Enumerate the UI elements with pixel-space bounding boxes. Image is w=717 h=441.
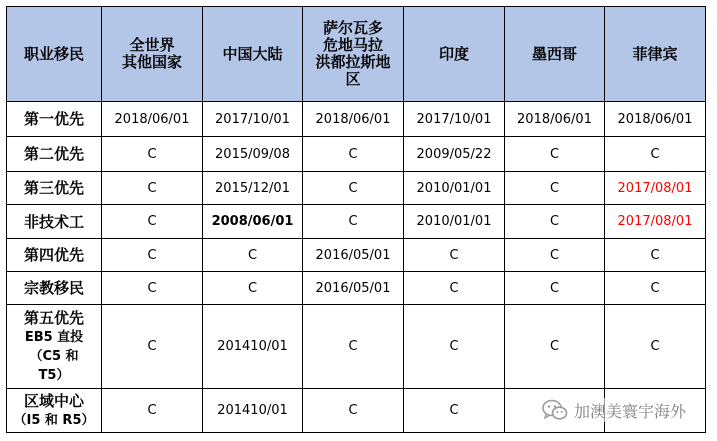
table-cell-highlighted: 2017/08/01	[605, 172, 706, 205]
table-cell: C	[505, 137, 605, 172]
header-line: 印度	[438, 44, 469, 63]
header-row	[7, 7, 706, 102]
table-cell: 2018/06/01	[505, 102, 605, 137]
header-cell	[102, 7, 203, 102]
row-label-line: （I5 和 R5）	[13, 413, 95, 428]
header-line: 危地马拉	[322, 36, 383, 54]
wechat-icon	[542, 399, 568, 421]
table-cell: 2017/10/01	[203, 102, 303, 137]
header-cell	[404, 7, 505, 102]
table-cell: C	[203, 272, 303, 305]
row-label	[7, 205, 102, 239]
visa-bulletin-table	[6, 6, 706, 433]
header-line: 全世界	[129, 36, 175, 54]
table-cell: 2017/10/01	[404, 102, 505, 137]
header-line: 洪都拉斯地	[315, 53, 391, 71]
table-cell: C	[505, 305, 605, 389]
row-label-line: （C5 和	[29, 349, 79, 364]
table-cell: 2010/01/01	[404, 172, 505, 205]
table-cell: C	[605, 305, 706, 389]
table-cell: 2010/01/01	[404, 205, 505, 239]
table-cell: C	[404, 389, 505, 433]
table-cell: 2018/06/01	[303, 102, 404, 137]
table-row	[7, 137, 706, 172]
header-cell	[505, 7, 605, 102]
header-line: 其他国家	[121, 53, 182, 71]
row-label	[7, 389, 102, 433]
header-line: 墨西哥	[531, 44, 577, 63]
table-cell: C	[303, 305, 404, 389]
table-cell: 2018/06/01	[605, 102, 706, 137]
row-label-line: 非技术工	[23, 212, 84, 231]
table-cell: C	[505, 239, 605, 272]
header-line: 菲律宾	[632, 44, 678, 63]
table-cell: C	[102, 272, 203, 305]
row-label-line: 第五优先	[23, 309, 84, 327]
table-cell: C	[102, 305, 203, 389]
table-row	[7, 239, 706, 272]
table-cell: 2016/05/01	[303, 239, 404, 272]
row-label	[7, 137, 102, 172]
row-label	[7, 272, 102, 305]
table-cell: 2016/05/01	[303, 272, 404, 305]
table-cell: C	[303, 205, 404, 239]
table-cell: 201410/01	[203, 305, 303, 389]
row-label	[7, 305, 102, 389]
table-cell: C	[404, 272, 505, 305]
row-label-line: EB5 直投	[24, 330, 84, 345]
row-label	[7, 172, 102, 205]
table-cell: C	[404, 239, 505, 272]
table-cell: 2018/06/01	[102, 102, 203, 137]
row-label-line: 第四优先	[23, 246, 84, 264]
table-row	[7, 102, 706, 137]
table-cell: C	[102, 239, 203, 272]
header-line: 职业移民	[23, 44, 84, 63]
table-cell: C	[102, 172, 203, 205]
table-row	[7, 172, 706, 205]
table-cell: C	[605, 272, 706, 305]
table-cell: C	[404, 305, 505, 389]
row-label-line: T5）	[38, 368, 70, 383]
table-cell: C	[102, 137, 203, 172]
watermark-text: 加澳美寰宇海外	[574, 401, 687, 421]
row-label	[7, 102, 102, 137]
header-cell	[7, 7, 102, 102]
header-line: 中国大陆	[222, 44, 283, 63]
table-cell: C	[605, 137, 706, 172]
table-cell-bold: 2008/06/01	[203, 205, 303, 239]
watermark	[542, 398, 690, 422]
table-row	[7, 272, 706, 305]
header-cell	[203, 7, 303, 102]
row-label-line: 第一优先	[23, 110, 84, 128]
header-cell	[303, 7, 404, 102]
row-label-line: 第三优先	[23, 179, 84, 197]
table-cell: C	[303, 389, 404, 433]
table-cell: 201410/01	[203, 389, 303, 433]
row-label-line: 第二优先	[23, 145, 84, 163]
table-cell: C	[303, 137, 404, 172]
table-row	[7, 205, 706, 239]
header-line: 萨尔瓦多	[322, 19, 383, 37]
row-label-line: 区域中心	[23, 392, 84, 410]
table-cell: C	[303, 172, 404, 205]
table-cell: C	[102, 389, 203, 433]
table-cell: C	[203, 239, 303, 272]
table-cell: C	[505, 205, 605, 239]
table-cell: C	[505, 272, 605, 305]
row-label	[7, 239, 102, 272]
table-cell: C	[102, 205, 203, 239]
table-cell: 2015/09/08	[203, 137, 303, 172]
row-label-line: 宗教移民	[23, 279, 84, 297]
table-cell-highlighted: 2017/08/01	[605, 205, 706, 239]
header-line: 区	[345, 70, 361, 88]
table-row	[7, 305, 706, 389]
table-cell: 2015/12/01	[203, 172, 303, 205]
header-cell	[605, 7, 706, 102]
table-cell: C	[605, 239, 706, 272]
table-cell: 2009/05/22	[404, 137, 505, 172]
table-cell: C	[505, 172, 605, 205]
